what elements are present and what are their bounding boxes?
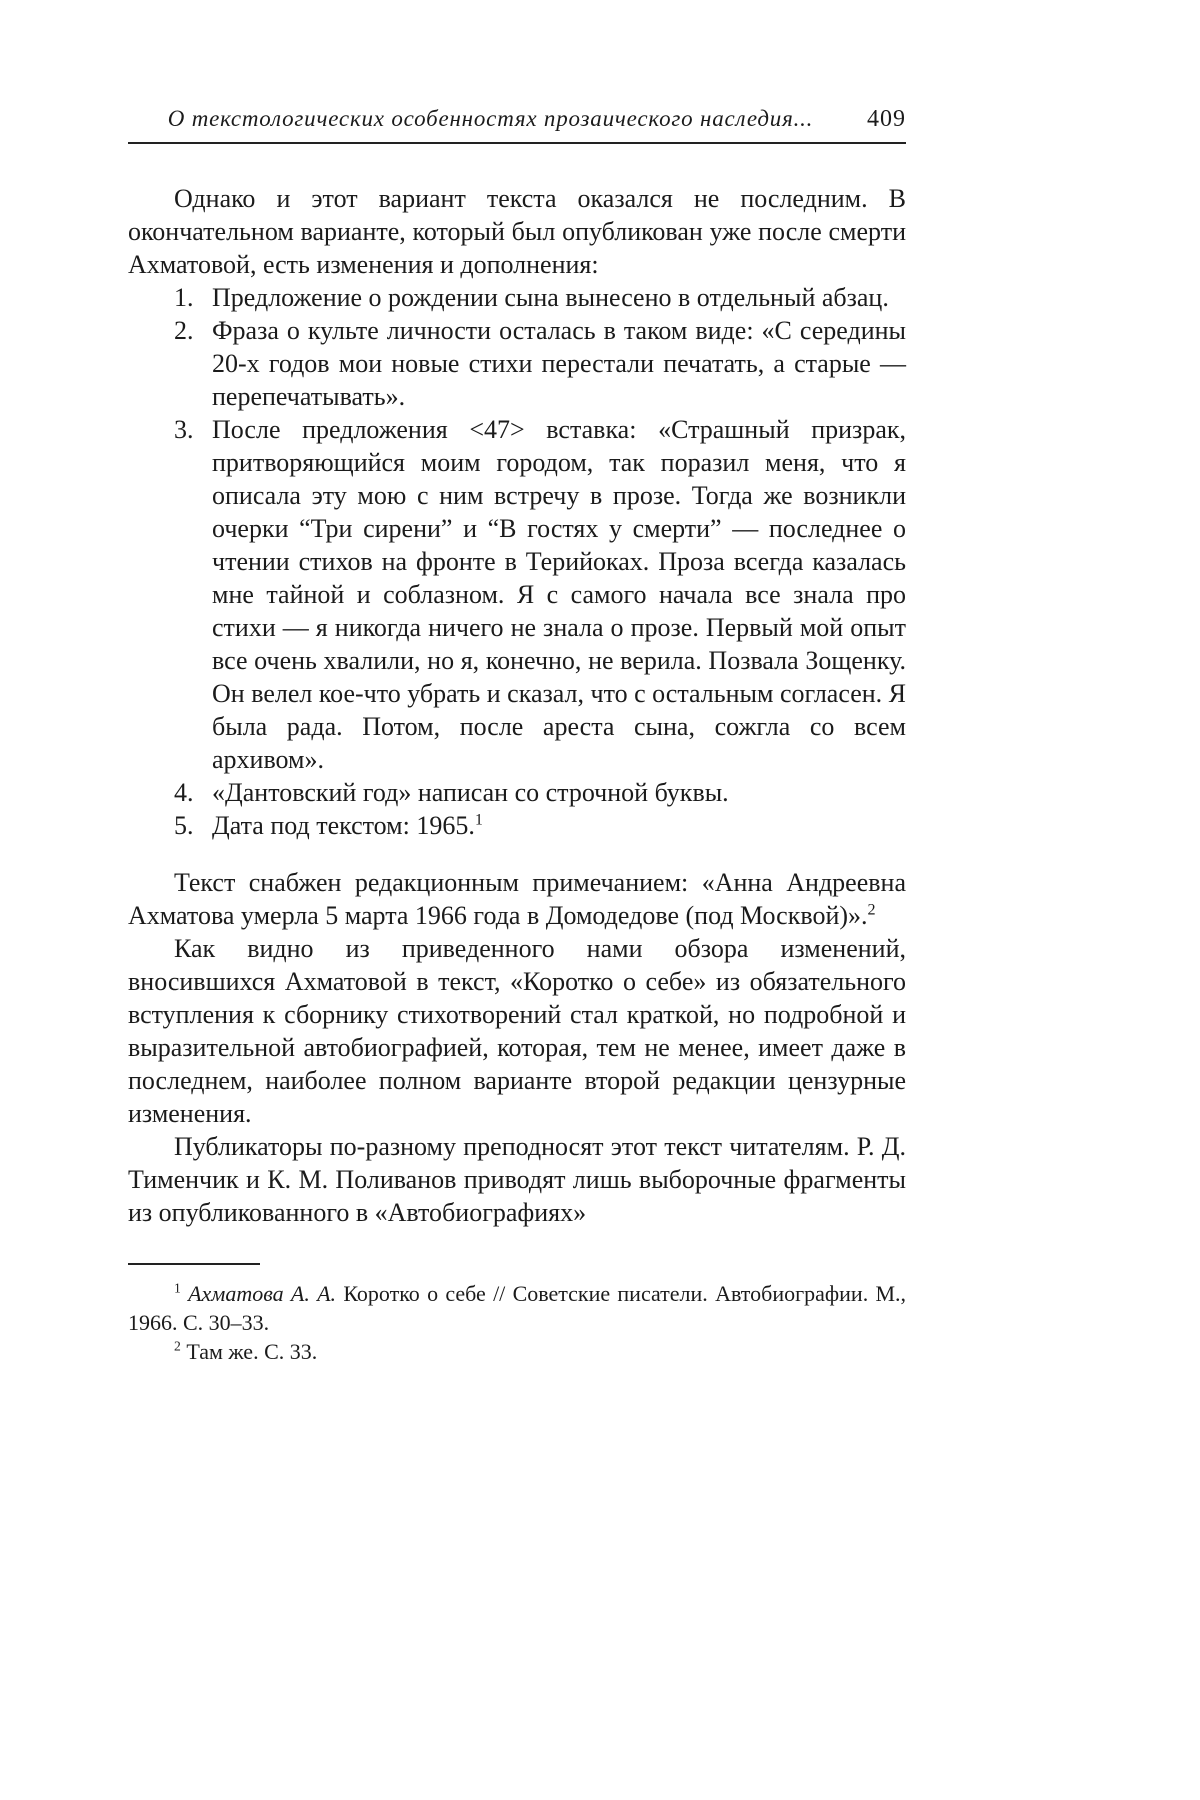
list-text-content: Дата под текстом: 1965. <box>212 811 475 840</box>
editorial-note-paragraph <box>128 866 906 932</box>
list-text: «Дантовский год» написан со строчной буквы. <box>212 778 729 807</box>
footnote-text: Коротко о себе // Советские писатели. Автобиографии. М., 1966. С. 30–33. <box>128 1281 907 1335</box>
footnote <box>128 1279 906 1337</box>
footnote-number: 2 <box>174 1338 181 1354</box>
list-number: 1. <box>174 283 194 312</box>
header-rule <box>128 142 906 144</box>
list-text: Предложение о рождении сына вынесено в отдельный абзац. <box>212 283 889 312</box>
footnote <box>128 1337 906 1366</box>
list-item <box>128 413 906 776</box>
list-item <box>128 281 906 314</box>
list-number: 4. <box>174 778 194 807</box>
review-paragraph: Как видно из приведенного нами обзора изменений, вносившихся Ахматовой в текст, «Коротко о себе» из обязательного вступления к сборнику стихотворений стал краткой, но подробной и выразительной автобиографией, которая, тем не менее, имеет даже в последнем, наиболее полном варианте второй редакции цензурные изменения. <box>128 934 906 1128</box>
text-block <box>128 106 906 1366</box>
list-number: 2. <box>174 316 194 345</box>
page-number: 409 <box>867 106 906 132</box>
list-item <box>128 809 906 842</box>
footnote-ref: 2 <box>867 901 876 919</box>
list-item <box>128 776 906 809</box>
footnote-number: 1 <box>174 1280 181 1296</box>
running-head-title: О текстологических особенностях прозаического наследия... <box>167 106 814 131</box>
footnote-rule <box>128 1263 260 1265</box>
intro-paragraph: Однако и этот вариант текста оказался не последним. В окончательном варианте, который был опубликован уже после смерти Ахматовой, есть изменения и дополнения: <box>128 184 906 279</box>
footnotes-section <box>128 1263 906 1366</box>
running-head <box>128 106 906 133</box>
footnote-ref: 1 <box>474 811 483 829</box>
list-text: Фраза о культе личности осталась в таком виде: «С середины 20-х годов мои новые стихи перестали печатать, а старые — перепечатывать». <box>212 316 906 411</box>
numbered-list <box>128 281 906 842</box>
publishers-paragraph: Публикаторы по-разному преподносят этот текст читателям. Р. Д. Тименчик и К. М. Поливанов приводят лишь выборочные фрагменты из опубликованного в «Автобиографиях» <box>128 1132 906 1227</box>
paragraph-text: Текст снабжен редакционным примечанием: «Анна Андреевна Ахматова умерла 5 марта 1966 года в Домодедове (под Москвой)». <box>128 868 906 930</box>
footnote-text: Там же. С. 33. <box>186 1339 318 1364</box>
list-number: 5. <box>174 811 194 840</box>
list-text <box>212 811 483 840</box>
page-body <box>128 182 906 1229</box>
list-text: После предложения <47> вставка: «Страшный призрак, притворяющийся моим городом, так поразил меня, что я описала эту мою с ним встречу в прозе. Тогда же возникли очерки “Три сирени” и “В гостях у смерти” — последнее о чтении стихов на фронте в Терийоках. Проза всегда казалась мне тайной и соблазном. Я с самого начала все знала про стихи — я никогда ничего не знала о прозе. Первый мой опыт все очень хвалили, но я, конечно, не верила. Позвала Зощенку. Он велел кое-что убрать и сказал, что с остальным согласен. Я была рада. Потом, после ареста сына, сожгла со всем архивом». <box>212 415 906 774</box>
list-number: 3. <box>174 415 194 444</box>
footnote-author: Ахматова А. А. <box>188 1281 337 1306</box>
list-item <box>128 314 906 413</box>
